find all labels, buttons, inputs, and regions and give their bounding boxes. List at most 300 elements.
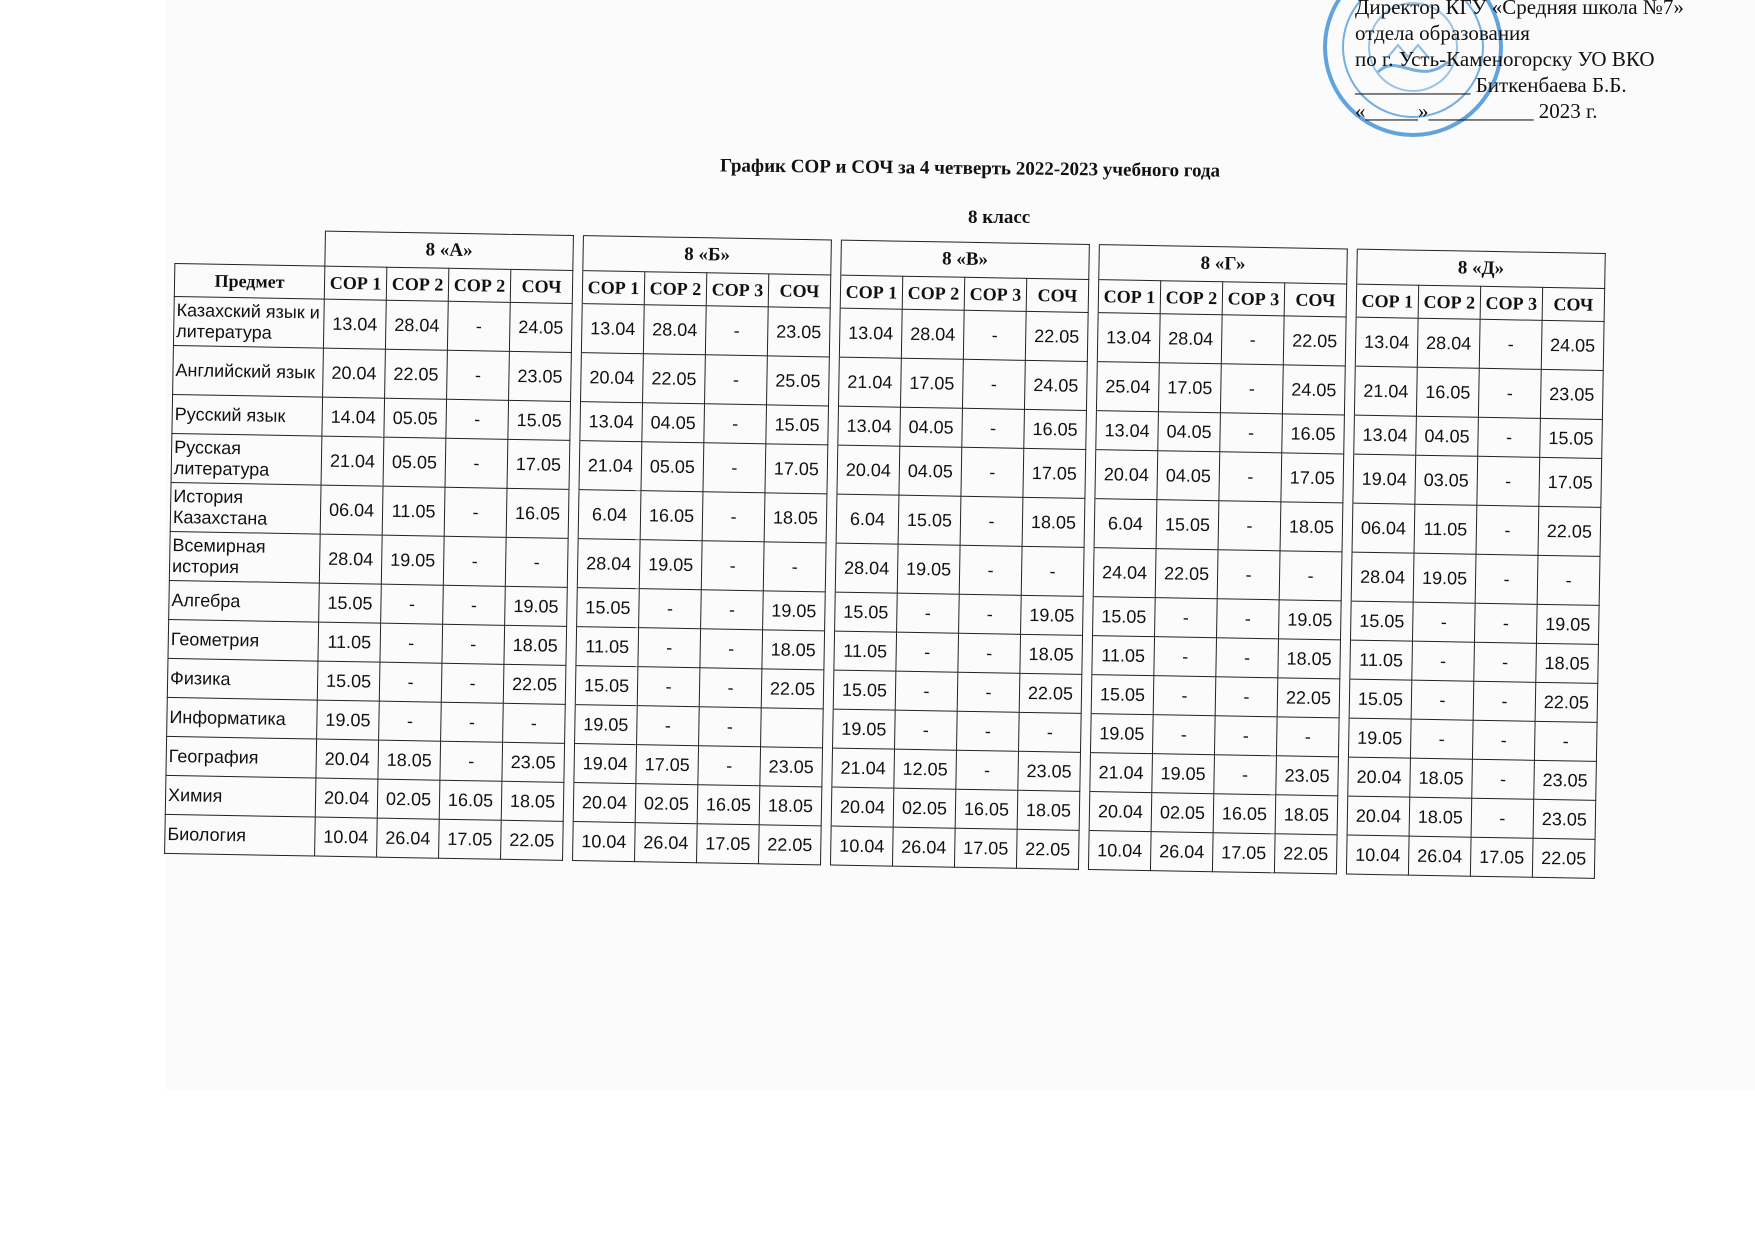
date-cell: 02.05 (635, 784, 698, 824)
date-cell: - (961, 447, 1024, 497)
date-cell: - (897, 593, 960, 633)
date-cell: 25.05 (767, 356, 830, 406)
date-cell: - (1471, 798, 1534, 838)
class-group-header: 8 «В» (841, 240, 1090, 279)
date-cell: 20.04 (315, 778, 378, 818)
date-cell: 12.05 (894, 749, 957, 789)
date-cell: 21.04 (579, 441, 642, 491)
date-cell: - (699, 668, 762, 708)
date-cell: 28.04 (1417, 318, 1480, 368)
date-cell: 28.04 (835, 543, 898, 593)
group-gap (1086, 410, 1097, 449)
date-cell: 22.05 (501, 820, 564, 860)
date-cell: 18.05 (762, 630, 825, 670)
group-gap (825, 592, 836, 631)
date-cell: - (705, 306, 768, 356)
date-cell: - (1218, 501, 1281, 551)
approval-line: ___________ Биткенбаева Б.Б. (1355, 73, 1627, 97)
date-cell: 18.05 (759, 786, 822, 826)
date-cell: 05.05 (383, 437, 446, 487)
group-gap (1336, 835, 1347, 874)
date-cell: - (1472, 759, 1535, 799)
date-cell: 10.04 (315, 817, 378, 857)
group-gap (1080, 752, 1091, 791)
date-cell: - (896, 632, 959, 672)
date-cell: 18.05 (1020, 634, 1083, 674)
date-cell: 04.05 (899, 446, 962, 496)
date-cell: 17.05 (439, 819, 502, 859)
date-cell: - (700, 629, 763, 669)
date-cell: 23.05 (1018, 751, 1081, 791)
date-cell: 23.05 (767, 307, 830, 357)
date-cell: 28.04 (643, 305, 706, 355)
subject-cell: География (166, 736, 317, 778)
date-cell: 20.04 (1089, 792, 1152, 832)
assessment-column-header: СОР 1 (324, 266, 387, 300)
assessment-column-header: СОР 3 (1480, 286, 1543, 320)
date-cell: 21.04 (1090, 753, 1153, 793)
date-cell: - (1478, 368, 1541, 418)
date-cell: 04.05 (1157, 451, 1220, 501)
date-cell: 06.04 (1352, 503, 1415, 553)
date-cell: 22.05 (1019, 673, 1082, 713)
date-cell: - (637, 706, 700, 746)
date-cell: 15.05 (835, 592, 898, 632)
date-cell: - (1276, 717, 1339, 757)
assessment-column-header: СОР 1 (1098, 280, 1161, 314)
assessment-column-header: СОЧ (1284, 283, 1347, 317)
date-cell: 22.05 (1016, 829, 1079, 869)
date-cell: 20.04 (1348, 757, 1411, 797)
date-cell: 15.05 (577, 588, 640, 628)
group-gap (1338, 718, 1349, 757)
date-cell: - (443, 536, 506, 586)
group-gap (821, 787, 832, 826)
date-cell: 15.05 (1540, 418, 1603, 458)
date-cell: 19.05 (639, 540, 702, 590)
date-cell: 13.04 (1355, 317, 1418, 367)
date-cell: - (1215, 677, 1278, 717)
date-cell: 13.04 (1354, 415, 1417, 455)
group-gap (1346, 284, 1357, 317)
date-cell: 22.05 (1532, 838, 1595, 878)
date-cell: 02.05 (893, 788, 956, 828)
assessment-column-header: СОР 2 (644, 272, 707, 306)
assessment-column-header: СОЧ (510, 269, 573, 303)
date-cell: - (505, 537, 568, 587)
date-cell: 17.05 (1023, 448, 1086, 498)
date-cell: 19.05 (1348, 718, 1411, 758)
assessment-column-header: СОР 3 (964, 277, 1027, 311)
group-gap (563, 821, 574, 860)
approval-line: по г. Усть-Каменогорску УО ВКО (1355, 47, 1655, 71)
date-cell: - (699, 707, 762, 747)
date-cell: 16.05 (1213, 794, 1276, 834)
date-cell: 17.05 (636, 745, 699, 785)
group-gap (1340, 640, 1351, 679)
date-cell: 20.04 (323, 348, 386, 398)
subject-cell: Геометрия (168, 619, 319, 661)
date-cell: - (1475, 554, 1538, 604)
date-cell: - (1478, 417, 1541, 457)
date-cell: 11.05 (576, 627, 639, 667)
date-cell: 16.05 (1416, 367, 1479, 417)
date-cell: - (1217, 550, 1280, 600)
group-gap (1347, 249, 1358, 284)
date-cell: - (701, 590, 764, 630)
date-cell: 13.04 (581, 304, 644, 354)
date-cell: 23.05 (1534, 760, 1597, 800)
date-cell: - (1410, 719, 1473, 759)
assessment-column-header: СОР 2 (1418, 285, 1481, 319)
date-cell: - (1474, 603, 1537, 643)
date-cell: 25.04 (1096, 362, 1159, 412)
date-cell: 18.05 (1275, 795, 1338, 835)
date-cell: 20.04 (573, 783, 636, 823)
date-cell: 15.05 (898, 495, 961, 545)
date-cell: 6.04 (1094, 499, 1157, 549)
date-cell: 28.04 (1159, 314, 1222, 364)
subject-cell: Английский язык (173, 345, 324, 397)
date-cell: - (379, 701, 442, 741)
date-cell: 6.04 (836, 494, 899, 544)
group-gap (1081, 674, 1092, 713)
group-gap (1080, 713, 1091, 752)
date-cell: - (1412, 602, 1475, 642)
group-gap (1344, 415, 1355, 454)
date-cell: 17.05 (1212, 833, 1275, 873)
date-cell: 05.05 (384, 398, 447, 438)
subject-column-header: Предмет (174, 264, 325, 300)
date-cell: 28.04 (319, 534, 382, 584)
date-cell: 26.04 (1408, 836, 1471, 876)
subject-cell: Биология (165, 814, 316, 856)
date-cell: 21.04 (1354, 366, 1417, 416)
date-cell: 17.05 (954, 828, 1017, 868)
date-cell: 02.05 (377, 779, 440, 819)
group-gap (824, 631, 835, 670)
date-cell: 23.05 (1540, 369, 1603, 419)
date-cell: 05.05 (641, 442, 704, 492)
date-cell: - (1473, 681, 1536, 721)
date-cell: - (957, 672, 1020, 712)
document-title: График СОР и СОЧ за 4 четверть 2022-2023 учебного года (719, 155, 1221, 182)
group-gap (573, 235, 584, 270)
date-cell: 17.05 (1158, 363, 1221, 413)
date-cell: - (503, 703, 566, 743)
class-group-header: 8 «Б» (583, 236, 832, 275)
date-cell: 11.05 (1414, 504, 1477, 554)
date-cell: 24.05 (1024, 360, 1087, 410)
date-cell: 26.04 (635, 823, 698, 863)
date-cell: 22.05 (1538, 506, 1601, 556)
date-cell: 23.05 (1533, 799, 1596, 839)
date-cell: - (1018, 712, 1081, 752)
date-cell: - (379, 662, 442, 702)
date-cell: 16.05 (640, 491, 703, 541)
date-cell: 15.05 (317, 661, 380, 701)
date-cell: - (442, 624, 505, 664)
date-cell: - (1154, 637, 1217, 677)
date-cell: 21.04 (838, 357, 901, 407)
date-cell: 21.04 (321, 436, 384, 486)
group-gap (1340, 601, 1351, 640)
date-cell: 18.05 (1017, 790, 1080, 830)
group-gap (1089, 244, 1100, 279)
date-cell: 15.05 (575, 666, 638, 706)
date-cell: 20.04 (316, 739, 379, 779)
assessment-column-header: СОР 2 (902, 276, 965, 310)
date-cell: - (1152, 715, 1215, 755)
group-gap (823, 670, 834, 709)
date-cell: - (639, 589, 702, 629)
date-cell: 22.05 (643, 354, 706, 404)
date-cell: 28.04 (901, 309, 964, 359)
date-cell: - (1219, 452, 1282, 502)
group-gap (1339, 679, 1350, 718)
date-cell: 17.05 (900, 358, 963, 408)
date-cell: 20.04 (581, 353, 644, 403)
date-cell: 20.04 (1095, 450, 1158, 500)
group-gap (828, 406, 839, 445)
date-cell: 22.05 (1155, 549, 1218, 599)
date-cell: 22.05 (758, 825, 821, 865)
date-cell: 18.05 (1409, 797, 1472, 837)
group-gap (1078, 830, 1089, 869)
class-group-header: 8 «Г» (1099, 245, 1348, 284)
date-cell: 17.05 (1539, 457, 1602, 507)
date-cell: 19.05 (381, 535, 444, 585)
date-cell: 22.05 (385, 349, 448, 399)
date-cell: - (1214, 755, 1277, 795)
date-cell: - (1220, 413, 1283, 453)
date-cell: - (958, 633, 1021, 673)
date-cell: 17.05 (507, 439, 570, 489)
date-cell: 15.05 (1349, 679, 1412, 719)
date-cell: 19.05 (505, 586, 568, 626)
date-cell: 16.05 (955, 789, 1018, 829)
date-cell: 22.05 (1283, 316, 1346, 366)
date-cell: - (698, 746, 761, 786)
date-cell: 19.05 (1021, 595, 1084, 635)
assessment-column-header: СОР 2 (1160, 281, 1223, 315)
group-gap (823, 709, 834, 748)
date-cell: 22.05 (1274, 834, 1337, 874)
group-gap (567, 587, 578, 626)
date-cell: - (895, 710, 958, 750)
date-cell: 18.05 (504, 625, 567, 665)
date-cell: 04.05 (1416, 416, 1479, 456)
date-cell: 10.04 (1346, 835, 1409, 875)
date-cell: - (637, 667, 700, 707)
date-cell: 11.05 (1350, 640, 1413, 680)
group-gap (1337, 796, 1348, 835)
date-cell: - (1412, 641, 1475, 681)
date-cell: 26.04 (892, 827, 955, 867)
subject-cell: Всемирная история (169, 531, 320, 583)
subject-cell: Русский язык (172, 394, 323, 436)
assessment-column-header: СОР 2 (386, 267, 449, 301)
assessment-column-header: СОР 3 (706, 273, 769, 307)
date-cell: 16.05 (1024, 409, 1087, 449)
date-cell: 16.05 (1282, 414, 1345, 454)
date-cell: - (441, 663, 504, 703)
date-cell: 15.05 (319, 583, 382, 623)
date-cell: - (1474, 642, 1537, 682)
date-cell: - (763, 542, 826, 592)
date-cell: - (1216, 638, 1279, 678)
date-cell: 19.04 (574, 744, 637, 784)
date-cell: 13.04 (323, 299, 386, 349)
group-gap (566, 626, 577, 665)
date-cell: 18.05 (501, 781, 564, 821)
date-cell: 24.05 (1541, 320, 1604, 370)
date-cell: 24.04 (1093, 548, 1156, 598)
date-cell: - (1411, 680, 1474, 720)
date-cell: - (962, 359, 1025, 409)
class-group-header: 8 «Д» (1357, 249, 1606, 288)
date-cell: 15.05 (1091, 675, 1154, 715)
date-cell: 14.04 (322, 397, 385, 437)
subject-cell: Химия (165, 775, 316, 817)
date-cell: - (705, 355, 768, 405)
date-cell: 15.05 (508, 400, 571, 440)
date-cell: 19.05 (897, 544, 960, 594)
date-cell: - (959, 545, 1022, 595)
subject-cell: Казахский язык и литература (173, 296, 324, 348)
date-cell (761, 708, 824, 748)
date-cell: 22.05 (1025, 311, 1088, 361)
date-cell: 15.05 (1093, 597, 1156, 637)
date-cell: 13.04 (1097, 313, 1160, 363)
date-cell: 19.04 (1353, 454, 1416, 504)
assessment-column-header: СОЧ (1026, 278, 1089, 312)
date-cell: - (1534, 721, 1597, 761)
group-gap (1082, 635, 1093, 674)
date-cell: 26.04 (377, 818, 440, 858)
date-cell: 18.05 (1410, 758, 1473, 798)
date-cell: - (959, 594, 1022, 634)
group-gap (1079, 791, 1090, 830)
date-cell: 20.04 (837, 445, 900, 495)
schedule-table-wrapper (164, 228, 1606, 879)
date-cell: 16.05 (439, 780, 502, 820)
date-cell: 17.05 (1281, 453, 1344, 503)
group-gap (822, 748, 833, 787)
date-cell: - (447, 350, 510, 400)
date-cell: 23.05 (502, 742, 565, 782)
date-cell: - (1479, 319, 1542, 369)
date-cell: 22.05 (1277, 678, 1340, 718)
approval-line: Директор КГУ «Средняя школа №7» (1355, 0, 1684, 19)
date-cell: 21.04 (832, 748, 895, 788)
date-cell: 10.04 (1088, 831, 1151, 871)
date-cell: 11.05 (834, 631, 897, 671)
date-cell: 13.04 (580, 402, 643, 442)
date-cell: - (1476, 505, 1539, 555)
date-cell: 24.05 (1282, 365, 1345, 415)
date-cell: 19.05 (1413, 553, 1476, 603)
approval-block (1355, 0, 1684, 124)
date-cell: 13.04 (839, 308, 902, 358)
date-cell: - (1220, 364, 1283, 414)
approval-line: отдела образования (1355, 21, 1530, 45)
assessment-column-header: СОР 2 (448, 268, 511, 302)
date-cell: - (443, 585, 506, 625)
date-cell: - (1217, 599, 1280, 639)
date-cell: 18.05 (764, 493, 827, 543)
date-cell: - (440, 741, 503, 781)
assessment-column-header: СОЧ (1542, 287, 1605, 321)
date-cell: - (1153, 676, 1216, 716)
date-cell: 28.04 (577, 539, 640, 589)
date-cell: 11.05 (1092, 636, 1155, 676)
date-cell: - (380, 623, 443, 663)
date-cell: 17.05 (765, 444, 828, 494)
header-blank-cell (175, 229, 326, 267)
group-gap (1083, 596, 1094, 635)
date-cell: 22.05 (761, 669, 824, 709)
date-cell: - (963, 310, 1026, 360)
date-cell: 26.04 (1150, 832, 1213, 872)
date-cell: 15.05 (1350, 601, 1413, 641)
date-cell: 24.05 (509, 302, 572, 352)
date-cell: - (1477, 456, 1540, 506)
date-cell: - (962, 408, 1025, 448)
date-cell: 13.04 (838, 406, 901, 446)
date-cell: 22.05 (1535, 682, 1598, 722)
date-cell: - (702, 492, 765, 542)
group-gap (565, 665, 576, 704)
date-cell: - (444, 487, 507, 537)
date-cell: 28.04 (1351, 552, 1414, 602)
date-cell: 19.05 (575, 705, 638, 745)
group-gap (570, 401, 581, 440)
date-cell: - (1021, 546, 1084, 596)
date-cell: 06.04 (320, 485, 383, 535)
document-subtitle: 8 класс (968, 207, 1031, 228)
group-gap (831, 240, 842, 275)
approval-line: «_____»__________ 2023 г. (1355, 99, 1598, 123)
date-cell: 04.05 (900, 407, 963, 447)
date-cell: 19.05 (1536, 604, 1599, 644)
date-cell: 15.05 (766, 405, 829, 445)
date-cell: 22.05 (503, 664, 566, 704)
date-cell: 18.05 (1022, 497, 1085, 547)
group-gap (830, 275, 841, 308)
subject-cell: Русская литература (171, 433, 322, 485)
group-gap (564, 743, 575, 782)
date-cell: - (957, 711, 1020, 751)
date-cell: 02.05 (1151, 793, 1214, 833)
group-gap (563, 782, 574, 821)
assessment-column-header: СОР 1 (1356, 284, 1419, 318)
date-cell: - (895, 671, 958, 711)
date-cell: - (441, 702, 504, 742)
date-cell: - (1279, 551, 1342, 601)
date-cell: 11.05 (318, 622, 381, 662)
date-cell: 19.05 (1278, 600, 1341, 640)
assessment-column-header: СОЧ (768, 274, 831, 308)
date-cell: - (447, 301, 510, 351)
date-cell: 6.04 (578, 490, 641, 540)
assessment-column-header: СОР 1 (582, 271, 645, 305)
date-cell: - (1221, 315, 1284, 365)
date-cell: 18.05 (378, 740, 441, 780)
date-cell: 04.05 (642, 403, 705, 443)
date-cell: - (446, 399, 509, 439)
subject-cell: Физика (167, 658, 318, 700)
